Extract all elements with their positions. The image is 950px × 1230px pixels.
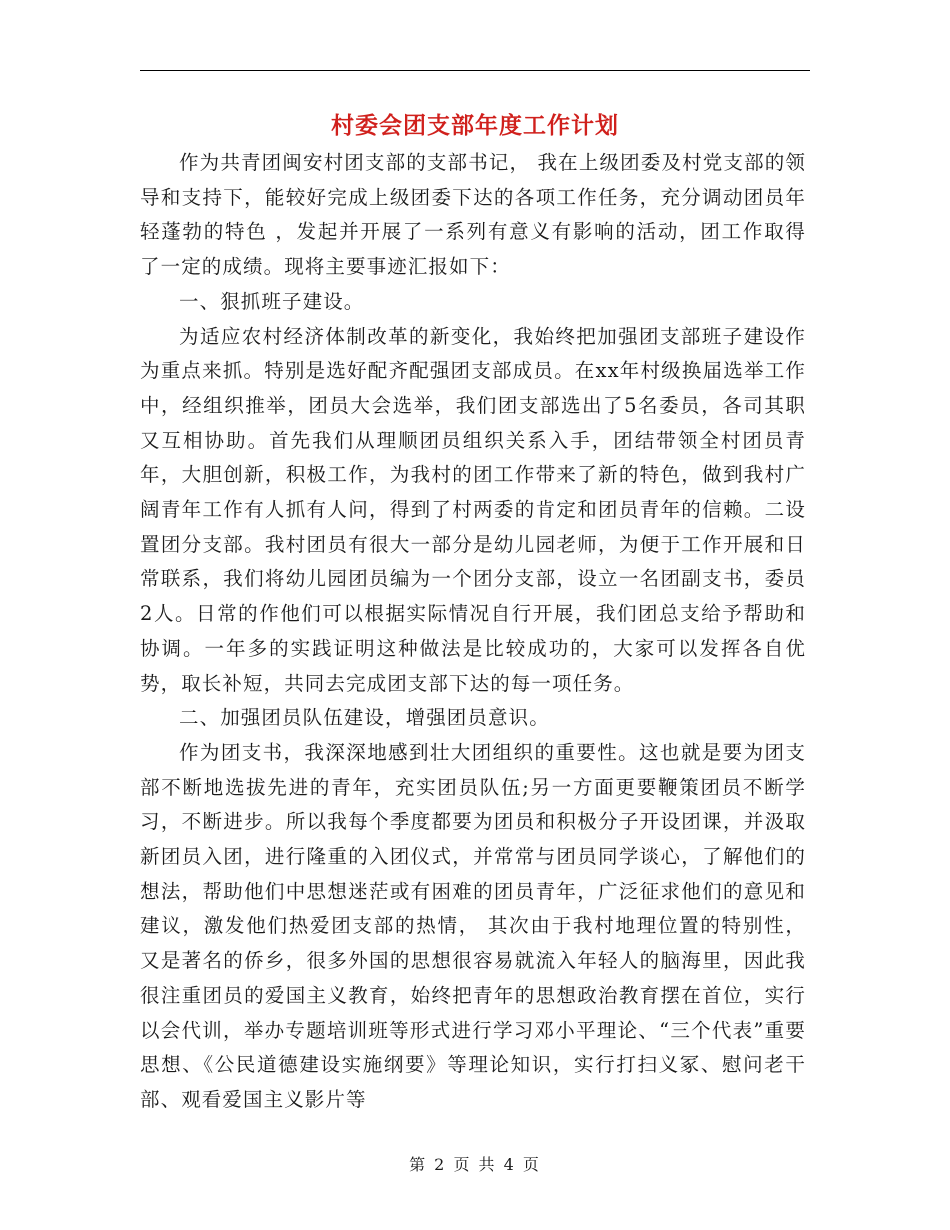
intro-paragraph: 作为共青团闽安村团支部的支部书记， 我在上级团委及村党支部的领导和支持下，能较好完成上级团委下达的各项工作任务，充分调动团员年轻蓬勃的特色 ，发起并开展了一系列有意义有影响的活动，团工作取得了一定的成绩。现将主要事迹汇报如下： [140, 151, 806, 279]
section-1-paragraph: 为适应农村经济体制改革的新变化，我始终把加强团支部班子建设作为重点来抓。特别是选好配齐配强团支部成员。在xx年村级换届选举工作中，经组织推举，团员大会选举，我们团支部选出了5名委员，各司其职又互相协助。首先我们从理顺团员组织关系入手，团结带领全村团员青年，大胆创新，积极工作，为我村的团工作带来了新的特色，做到我村广阔青年工作有人抓有人问，得到了村两委的肯定和团员青年的信赖。二设置团分支部。我村团员有很大一部分是幼儿园老师，为便于工作开展和日常联系，我们将幼儿园团员编为一个团分支部，设立一名团副支书，委员2人。日常的作他们可以根据实际情况自行开展，我们团总支给予帮助和协调。一年多的实践证明这种做法是比较成功的，大家可以发挥各自优势，取长补短，共同去完成团支部下达的每一项任务。 [140, 324, 806, 695]
document-body [140, 146, 806, 1118]
section-heading-1: 一、狠抓班子建设。 [179, 289, 365, 313]
document-title: 村委会团支部年度工作计划 [331, 112, 619, 139]
header-rule [140, 70, 810, 71]
section-2-paragraph: 作为团支书，我深深地感到壮大团组织的重要性。这也就是要为团支部不断地选拔先进的青年，充实团员队伍;另一方面更要鞭策团员不断学习，不断进步。所以我每个季度都要为团员和积极分子开设团课，并汲取新团员入团，进行隆重的入团仪式，并常常与团员同学谈心，了解他们的想法，帮助他们中思想迷茫或有困难的团员青年，广泛征求他们的意见和建议，激发他们热爱团支部的热情， 其次由于我村地理位置的特别性，又是著名的侨乡，很多外国的思想很容易就流入年轻人的脑海里，因此我很注重团员的爱国主义教育，始终把青年的思想政治教育摆在首位，实行以会代训，举办专题培训班等形式进行学习邓小平理论、“三个代表”重要思想、《公民道德建设实施纲要》等理论知识，实行打扫义冢、慰问老干部、观看爱国主义影片等 [140, 740, 806, 1111]
section-heading-2: 二、加强团员队伍建设，增强团员意识。 [179, 706, 550, 730]
page-number-footer: 第 2 页 共 4 页 [409, 1155, 541, 1174]
